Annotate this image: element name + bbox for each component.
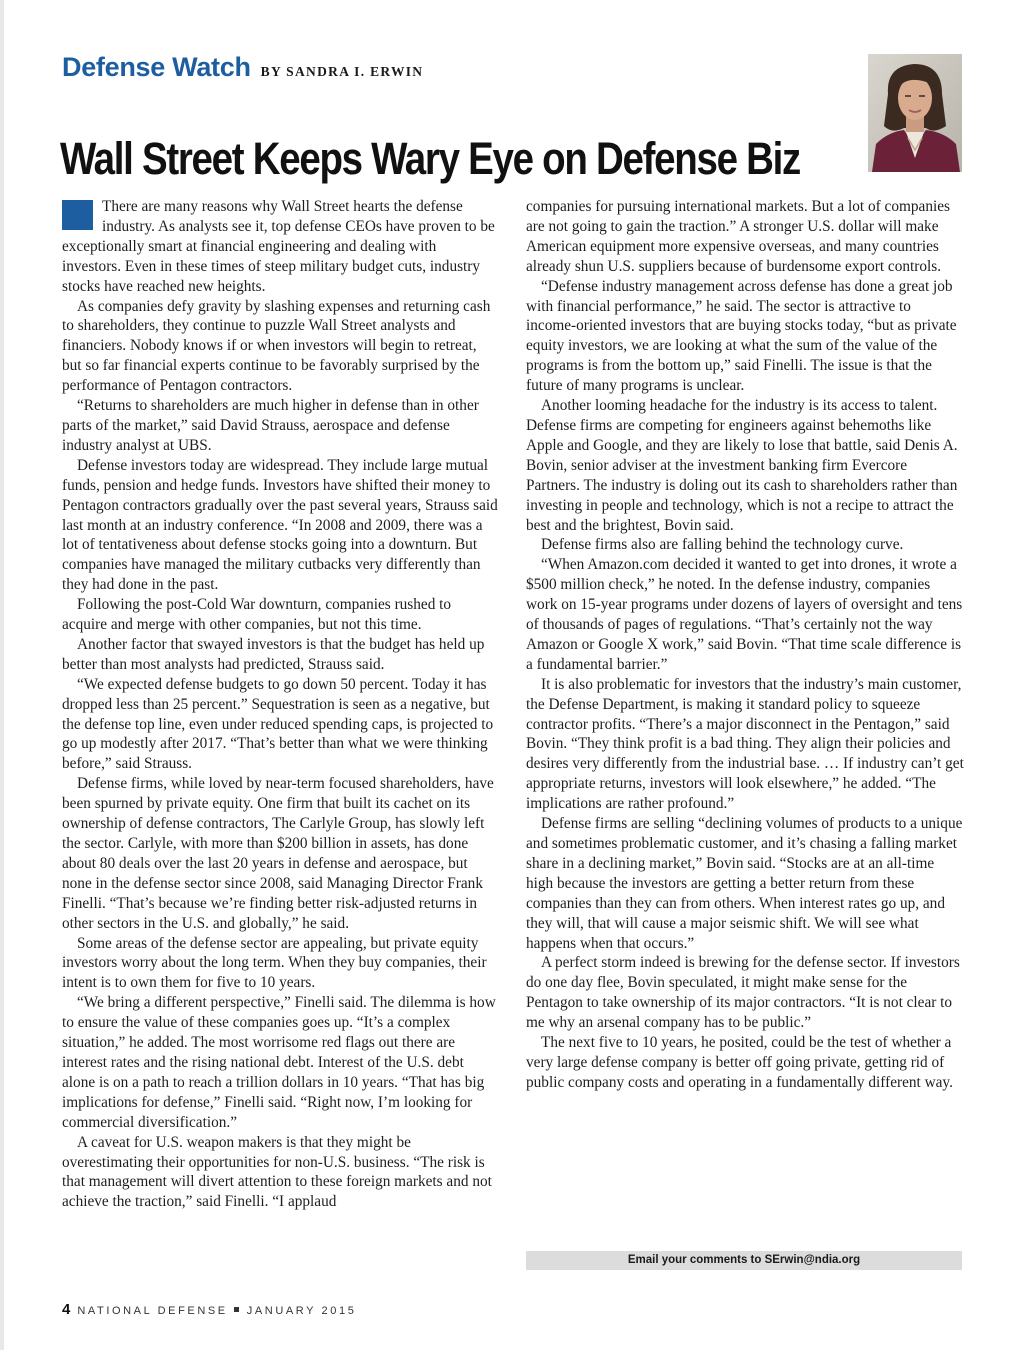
article-column-right: [526, 197, 964, 1093]
article-paragraph: “Defense industry management across defense has done a great job with financial performance,” he said. The sector is attractive to income-oriented investors that are buying stocks today, “but as private equity investors, we are looking at what the sum of the value of the programs is from the bottom up,” said Finelli. The issue is that the future of many programs is unclear.: [526, 277, 957, 395]
article-paragraph: Defense firms are selling “declining volumes of products to a unique and sometimes problematic customer, and it’s chasing a falling market share in a declining market,” Bovin said. “Stocks are at an all-time high because the investors are getting a better return from these companies than they can from others. When interest rates go up, and they will, that will cause a major seismic shift. We will see what happens when that occurs.”: [526, 815, 963, 952]
article-paragraph: As companies defy gravity by slashing expenses and returning cash to shareholders, they continue to puzzle Wall Street analysts and financiers. Nobody knows if or when investors will begin to retreat, but so far financial experts continue to be favorably surprised by the performance of Pentagon contractors.: [62, 297, 491, 395]
drop-cap-block: [62, 200, 93, 230]
page-footer: [62, 1301, 356, 1318]
article-paragraph: A caveat for U.S. weapon makers is that they might be overestimating their opportunities for non-U.S. business. “The risk is that management will divert attention to these foreign markets and not achieve the traction,” said Finelli. “I applaud: [62, 1133, 492, 1211]
article-paragraph: “Returns to shareholders are much higher in defense than in other parts of the market,” said David Strauss, aerospace and defense industry analyst at UBS.: [62, 397, 479, 454]
article-paragraph: “When Amazon.com decided it wanted to get into drones, it wrote a $500 million check,” he noted. In the defense industry, companies work on 15-year programs under dozens of layers of oversight and tens of thousands of pages of regulations. “That’s certainly not the way Amazon or Google X work,” said Bovin. “That time scale difference is a fundamental barrier.”: [526, 556, 963, 673]
article-paragraph: Defense firms also are falling behind the technology curve.: [541, 536, 904, 554]
article-paragraph: Some areas of the defense sector are appealing, but private equity investors worry about the long term. When they buy companies, their intent is to own them for five to 10 years.: [62, 934, 487, 992]
article-paragraph: Another factor that swayed investors is that the budget has held up better than most analysts had predicted, Strauss said.: [62, 635, 485, 673]
article-paragraph: The next five to 10 years, he posited, could be the test of whether a very large defense company is better off going private, getting rid of public company costs and operating in a fundamentally different way.: [526, 1034, 953, 1091]
article-column-left: [62, 197, 498, 1212]
article-paragraph: Defense firms, while loved by near-term focused shareholders, have been spurned by private equity. One firm that built its cachet on its ownership of defense contractors, The Carlyle Group, has slowly left the sector. Carlyle, with more than $200 billion in assets, has done about 80 deals over the last 20 years in defense and aerospace, but none in the defense sector since 2008, said Managing Director Frank Finelli. “That’s because we’re finding better risk-adjusted returns in other sectors in the U.S. and globally,” he said.: [62, 775, 494, 932]
page-edge-rule: [0, 0, 4, 1350]
article-paragraph: Another looming headache for the industry is its access to talent. Defense firms are competing for engineers against behemoths like Apple and Google, and they are likely to lose that battle, said Denis A. Bovin, senior adviser at the investment banking firm Evercore Partners. The industry is doling out its cash to shareholders rather than investing in people and technology, which is not a recipe to attract the best and the brightest, Bovin said.: [526, 397, 958, 534]
footer-separator: [234, 1307, 239, 1312]
article-paragraph: Defense investors today are widespread. They include large mutual funds, pension and hedge funds. Investors have shifted their money to Pentagon contractors gradually over the past several years, Strauss said last month at an industry conference. “In 2008 and 2009, there was a lot of tentativeness about defense stocks going into a downturn. But companies have managed the military cutbacks very differently than they had done in the past.: [62, 456, 498, 594]
publication-name: NATIONAL DEFENSE: [77, 1305, 228, 1317]
issue-date: JANUARY 2015: [246, 1305, 357, 1317]
column-masthead: [62, 52, 423, 83]
article-paragraph: Following the post-Cold War downturn, companies rushed to acquire and merge with other companies, but not this time.: [62, 596, 452, 634]
article-paragraph: It is also problematic for investors that the industry’s main customer, the Defense Department, is making it standard policy to squeeze contractor profits. “There’s a major disconnect in the Pentagon,” said Bovin. “They think profit is a bad thing. They align their policies and desires very differently from the industrial base. … If industry can’t get appropriate returns, investors will look elsewhere,” he added. “The implications are rather profound.”: [526, 675, 964, 813]
article-paragraph: There are many reasons why Wall Street hearts the defense industry. As analysts see it, top defense CEOs have proven to be exceptionally smart at financial engineering and dealing with investors. Even in these times of steep military budget cuts, industry stocks have reached new heights.: [62, 198, 495, 295]
article-paragraph: A perfect storm indeed is brewing for the defense sector. If investors do one day flee, Bovin speculated, it might make sense for the Pentagon to take ownership of its major contractors. “It is not clear to me why an arsenal company has to be public.”: [526, 954, 960, 1032]
email-prefix: Email your comments to: [627, 1254, 765, 1266]
page-number: 4: [62, 1301, 71, 1318]
column-name: Defense Watch: [62, 52, 251, 82]
email-address-link[interactable]: SErwin@ndia.org: [764, 1254, 861, 1266]
author-portrait: [868, 54, 962, 172]
email-comments-bar: [526, 1251, 962, 1270]
article-headline: Wall Street Keeps Wary Eye on Defense Biz: [60, 133, 800, 184]
article-paragraph: “We expected defense budgets to go down 50 percent. Today it has dropped less than 25 percent.” Sequestration is seen as a negative, but the defense top line, even under reduced spending caps, is projected to go up modestly after 2017. “That’s better than what we were thinking before,” said Strauss.: [62, 675, 494, 773]
article-paragraph: “We bring a different perspective,” Finelli said. The dilemma is how to ensure the value of these companies goes up. “It’s a complex situation,” he added. The most worrisome red flags out there are interest rates and the rising national debt. Interest of the U.S. debt alone is on a path to reach a trillion dollars in 10 years. “That has big implications for defense,” Finelli said. “Right now, I’m looking for commercial diversification.”: [62, 994, 496, 1131]
byline: BY SANDRA I. ERWIN: [260, 64, 424, 79]
article-paragraph-continued: companies for pursuing international markets. But a lot of companies are not going to gain the traction.” A stronger U.S. dollar will make American equipment more expensive overseas, and many countries already shun U.S. suppliers because of burdensome export controls.: [526, 198, 950, 275]
